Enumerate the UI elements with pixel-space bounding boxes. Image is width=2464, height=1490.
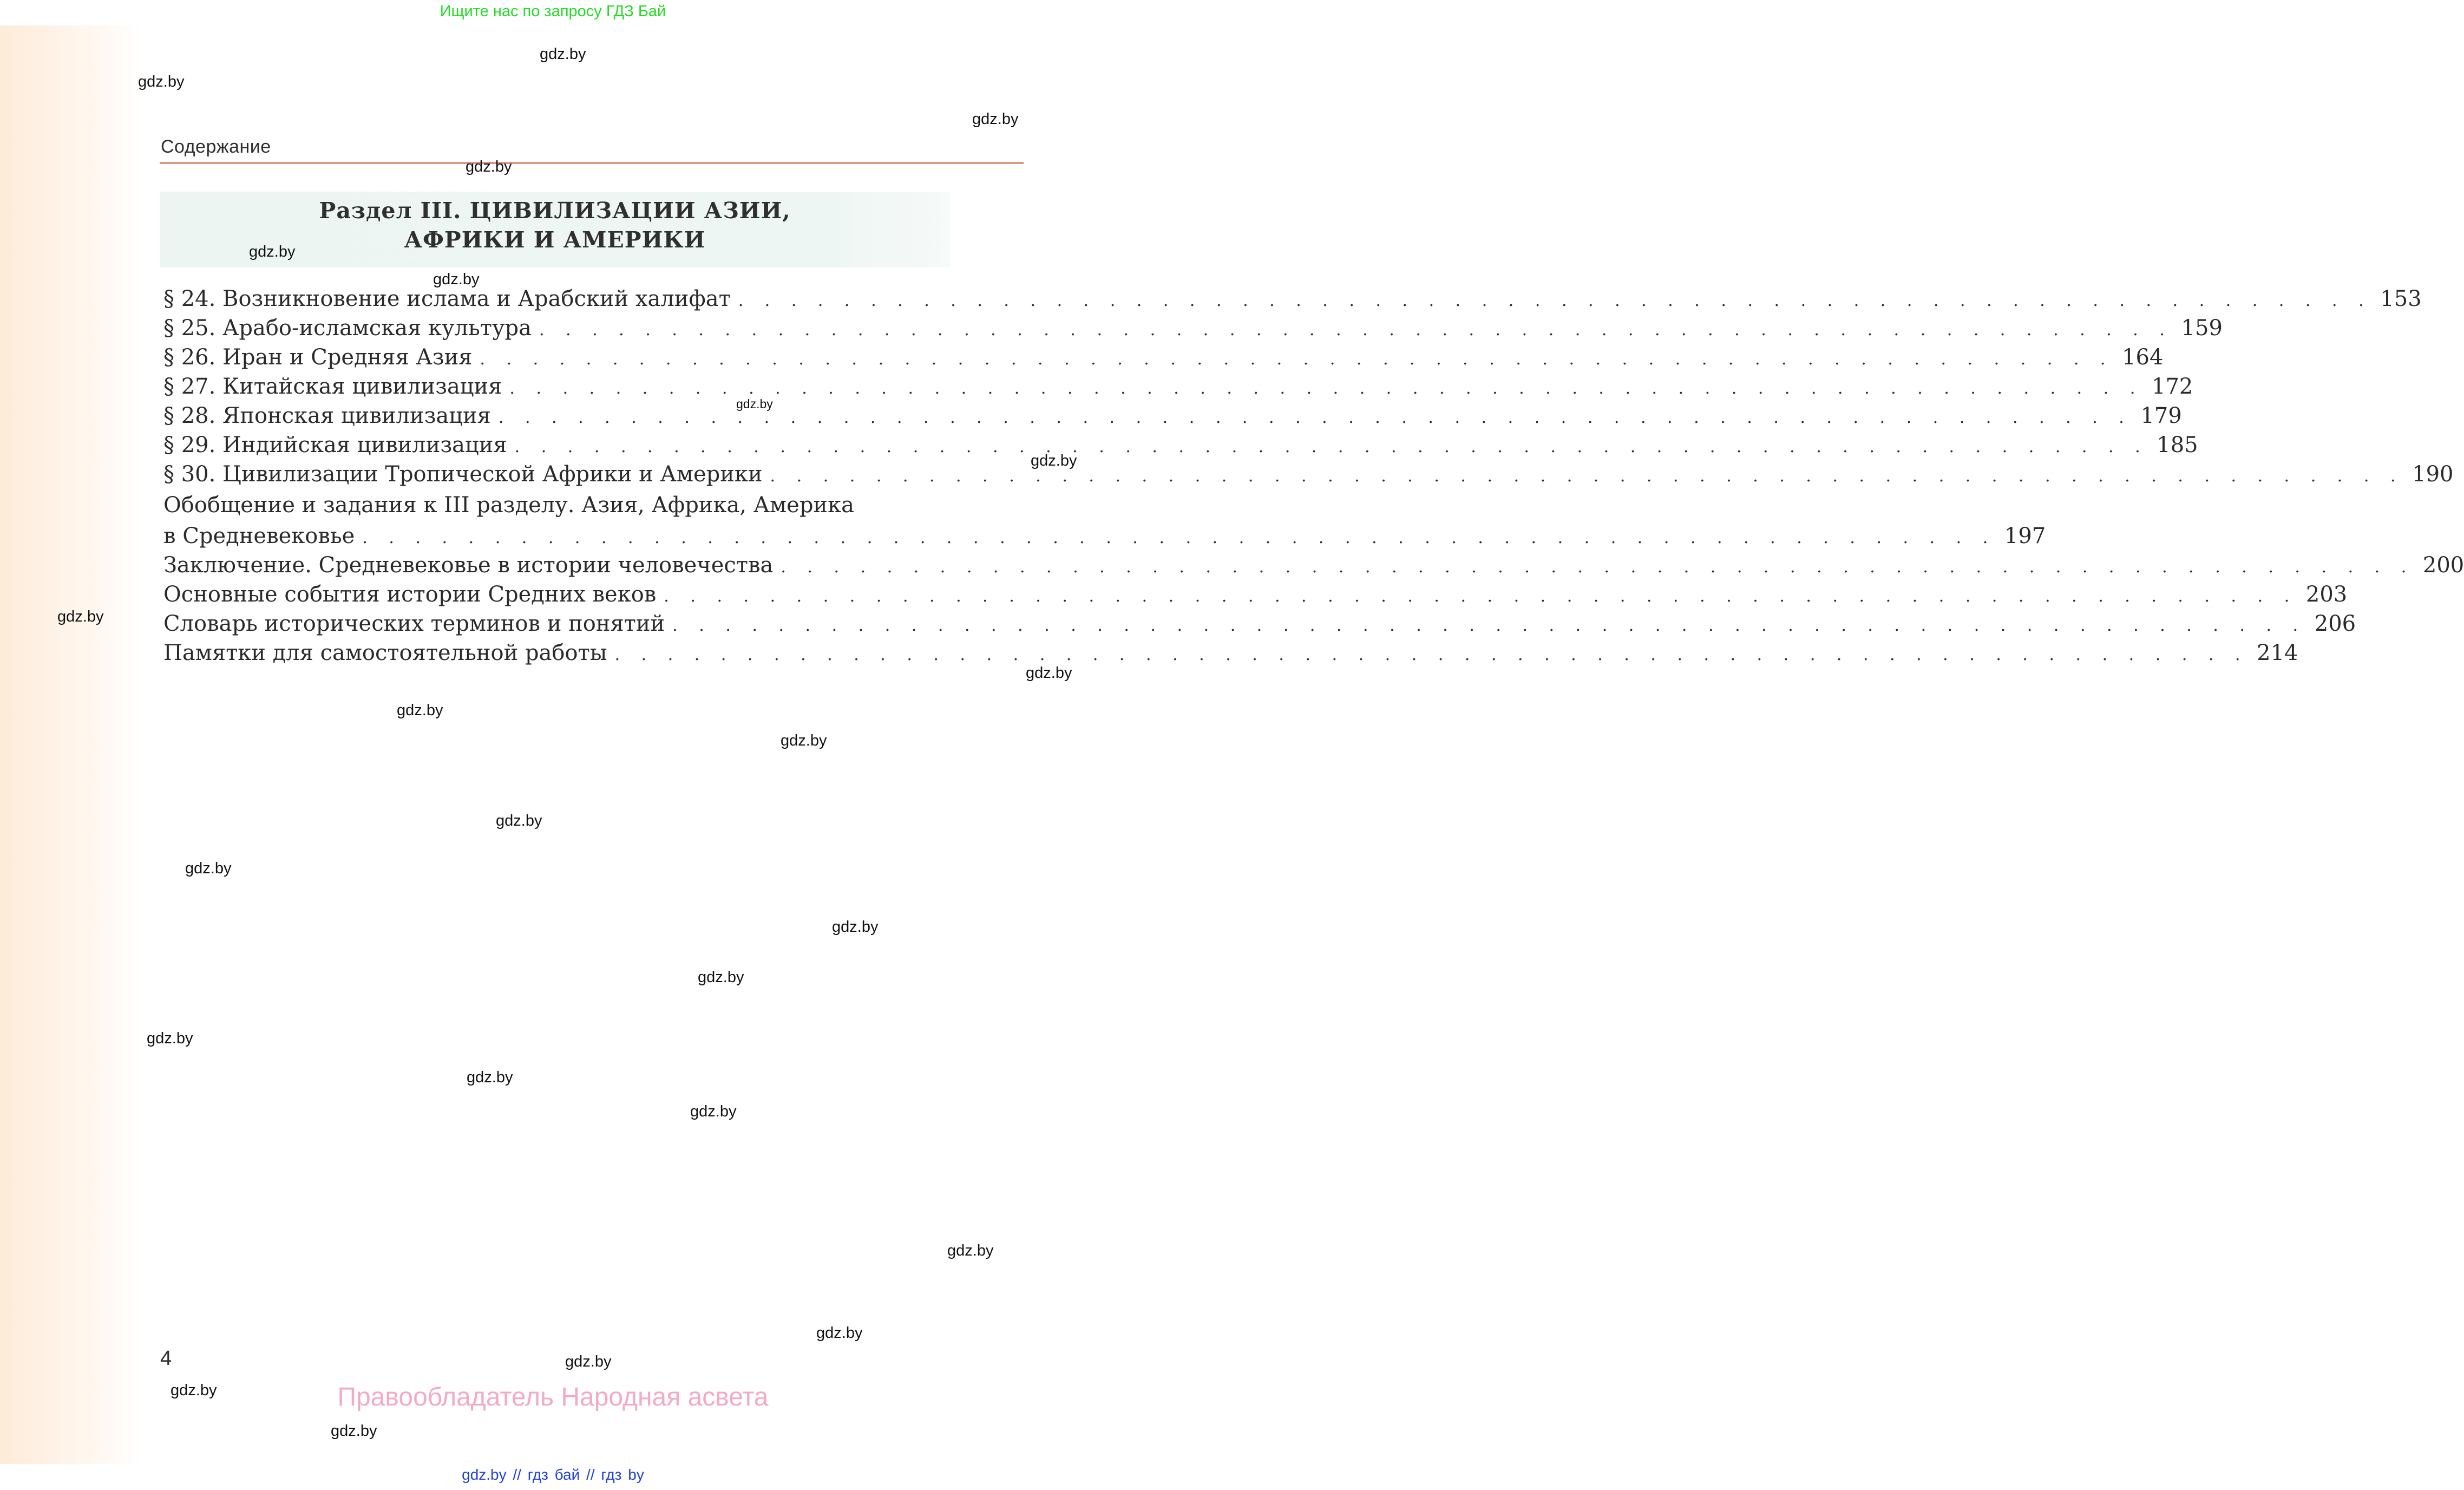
toc-entry[interactable] (163, 284, 2422, 313)
toc-entry[interactable] (163, 401, 2182, 430)
toc-entry[interactable] (163, 489, 2046, 551)
section-title-line-2: АФРИКИ И АМЕРИКИ (404, 227, 706, 253)
toc-entry[interactable] (163, 580, 2348, 609)
toc-entry[interactable] (163, 343, 2164, 372)
toc-entry-title: § 27. Китайская цивилизация (163, 374, 502, 399)
watermark-text: gdz.by (1026, 664, 1072, 682)
toc-entry-page: 185 (2157, 433, 2198, 458)
toc-entry-page: 153 (2380, 286, 2422, 311)
toc-entry-title: Заключение. Средневековье в истории человечества (163, 553, 774, 578)
toc-entry-title-line-2: в Средневековье (163, 524, 355, 548)
watermark-text: gdz.by (565, 1353, 612, 1370)
watermark-text: gdz.by (496, 812, 542, 829)
watermark-text: gdz.by (185, 860, 232, 877)
toc-entry-page: 172 (2152, 374, 2193, 399)
watermark-text: gdz.by (433, 271, 480, 288)
toc-dot-leader: . . . . . . . . . . . . . . . . . . . . . . . . . . . . . . . . . . . . . . . . . . . . . . . . . . . . . . . . . . . . . . (514, 437, 2148, 456)
watermark-text: gdz.by (138, 73, 185, 90)
copyright-notice: Правообладатель Народная асвета (337, 1383, 769, 1411)
toc-entry-title: § 25. Арабо-исламская культура (163, 316, 532, 341)
toc-entry-title: Словарь исторических терминов и понятий (163, 611, 665, 636)
toc-entry-title: Памятки для самостоятельной работы (163, 641, 607, 665)
watermark-text: gdz.by (832, 918, 879, 936)
toc-entry[interactable] (163, 372, 2193, 401)
toc-entry-page: 206 (2314, 611, 2356, 636)
toc-entry-title: § 28. Японская цивилизация (163, 403, 491, 428)
page-header: Содержание (161, 136, 271, 157)
watermark-text: gdz.by (466, 158, 512, 175)
toc-entry[interactable] (163, 609, 2356, 638)
footer-links[interactable] (0, 1466, 1106, 1484)
watermark-text: gdz.by (947, 1242, 994, 1259)
watermark-text: gdz.by (331, 1422, 377, 1440)
toc-dot-leader: . . . . . . . . . . . . . . . . . . . . . . . . . . . . . . . . . . . . . . . . . . . . . . . . . . . . . . . . . . . . . . (614, 645, 2249, 664)
toc-entry-page: 159 (2181, 316, 2223, 341)
search-banner[interactable] (0, 1, 1106, 22)
toc-entry-page: 179 (2140, 403, 2182, 428)
toc-entry-page: 164 (2122, 345, 2164, 370)
watermark-text: gdz.by (397, 702, 443, 719)
toc-entry-page: 197 (2004, 524, 2046, 548)
toc-entry[interactable] (163, 551, 2464, 580)
toc-dot-leader: . . . . . . . . . . . . . . . . . . . . . . . . . . . . . . . . . . . . . . . . . . . . . . . . . . . . . . . . . . . . . . (509, 379, 2144, 398)
watermark-text: gdz.by (147, 1030, 193, 1047)
toc-entry[interactable] (163, 638, 2298, 668)
header-divider (160, 162, 1024, 164)
toc-dot-leader: . . . . . . . . . . . . . . . . . . . . . . . . . . . . . . . . . . . . . . . . . . . . . . . . . . . . . . . . . . . . . . (539, 321, 2173, 339)
search-banner-text[interactable]: Ищите нас по запросу ГДЗ Бай (440, 3, 666, 20)
toc-dot-leader: . . . . . . . . . . . . . . . . . . . . . . . . . . . . . . . . . . . . . . . . . . . . . . . . . . . . . . . . . . . . . . (781, 558, 2415, 577)
watermark-text: gdz.by (816, 1324, 863, 1342)
toc-dot-leader: . . . . . . . . . . . . . . . . . . . . . . . . . . . . . . . . . . . . . . . . . . . . . . . . . . . . . . . . . . . . . . (770, 467, 2404, 486)
toc-entry[interactable] (163, 430, 2198, 460)
watermark-text: gdz.by (540, 45, 586, 63)
toc-entry-title: § 24. Возникновение ислама и Арабский халифат (163, 286, 731, 311)
toc-entry[interactable] (163, 313, 2223, 343)
toc-entry-page: 200 (2422, 553, 2464, 578)
toc-dot-leader: . . . . . . . . . . . . . . . . . . . . . . . . . . . . . . . . . . . . . . . . . . . . . . . . . . . . . . . . . . . . . . (664, 587, 2298, 606)
toc-dot-leader: . . . . . . . . . . . . . . . . . . . . . . . . . . . . . . . . . . . . . . . . . . . . . . . . . . . . . . . . . . . . . . (672, 616, 2306, 635)
watermark-text: gdz.by (249, 243, 296, 260)
toc-entry-title: § 30. Цивилизации Тропической Африки и Америки (163, 462, 763, 487)
watermark-text: gdz.by (690, 1103, 737, 1120)
watermark-text: gdz.by (57, 608, 104, 625)
toc-entry-title: Обобщение и задания к III разделу. Азия, Африка, Америка (163, 493, 854, 518)
section-title-line-1: Раздел III. ЦИВИЛИЗАЦИИ АЗИИ, (319, 198, 791, 224)
toc-entry-page: 203 (2305, 582, 2348, 607)
footer-links-text[interactable]: gdz.by // гдз бай // гдз by (462, 1466, 644, 1483)
toc-entry-title: § 29. Индийская цивилизация (163, 433, 507, 458)
watermark-text: gdz.by (698, 969, 744, 986)
toc-entry-page: 190 (2412, 462, 2454, 487)
watermark-text: gdz.by (972, 110, 1019, 128)
watermark-text: gdz.by (467, 1069, 513, 1086)
watermark-text: gdz.by (171, 1382, 217, 1399)
toc-dot-leader: . . . . . . . . . . . . . . . . . . . . . . . . . . . . . . . . . . . . . . . . . . . . . . . . . . . . . . . . . . . . . . (498, 408, 2132, 427)
toc-entry-continuation (163, 521, 2046, 551)
toc-dot-leader: . . . . . . . . . . . . . . . . . . . . . . . . . . . . . . . . . . . . . . . . . . . . . . . . . . . . . . . . . . . . . . (738, 291, 2372, 310)
toc-entry-title: Основные события истории Средних веков (163, 582, 657, 607)
toc-entry-title: § 26. Иран и Средняя Азия (163, 345, 473, 370)
left-margin-gradient (0, 25, 142, 1464)
toc-entry-page: 214 (2257, 641, 2298, 665)
page-number: 4 (160, 1347, 172, 1370)
watermark-text: gdz.by (736, 397, 773, 411)
toc-dot-leader: . . . . . . . . . . . . . . . . . . . . . . . . . . . . . . . . . . . . . . . . . . . . . . . . . . . . . . . . . . . . . . (362, 528, 1996, 547)
watermark-text: gdz.by (781, 732, 827, 749)
watermark-text: gdz.by (1031, 452, 1077, 469)
toc-dot-leader: . . . . . . . . . . . . . . . . . . . . . . . . . . . . . . . . . . . . . . . . . . . . . . . . . . . . . . . . . . . . . . (480, 350, 2114, 369)
